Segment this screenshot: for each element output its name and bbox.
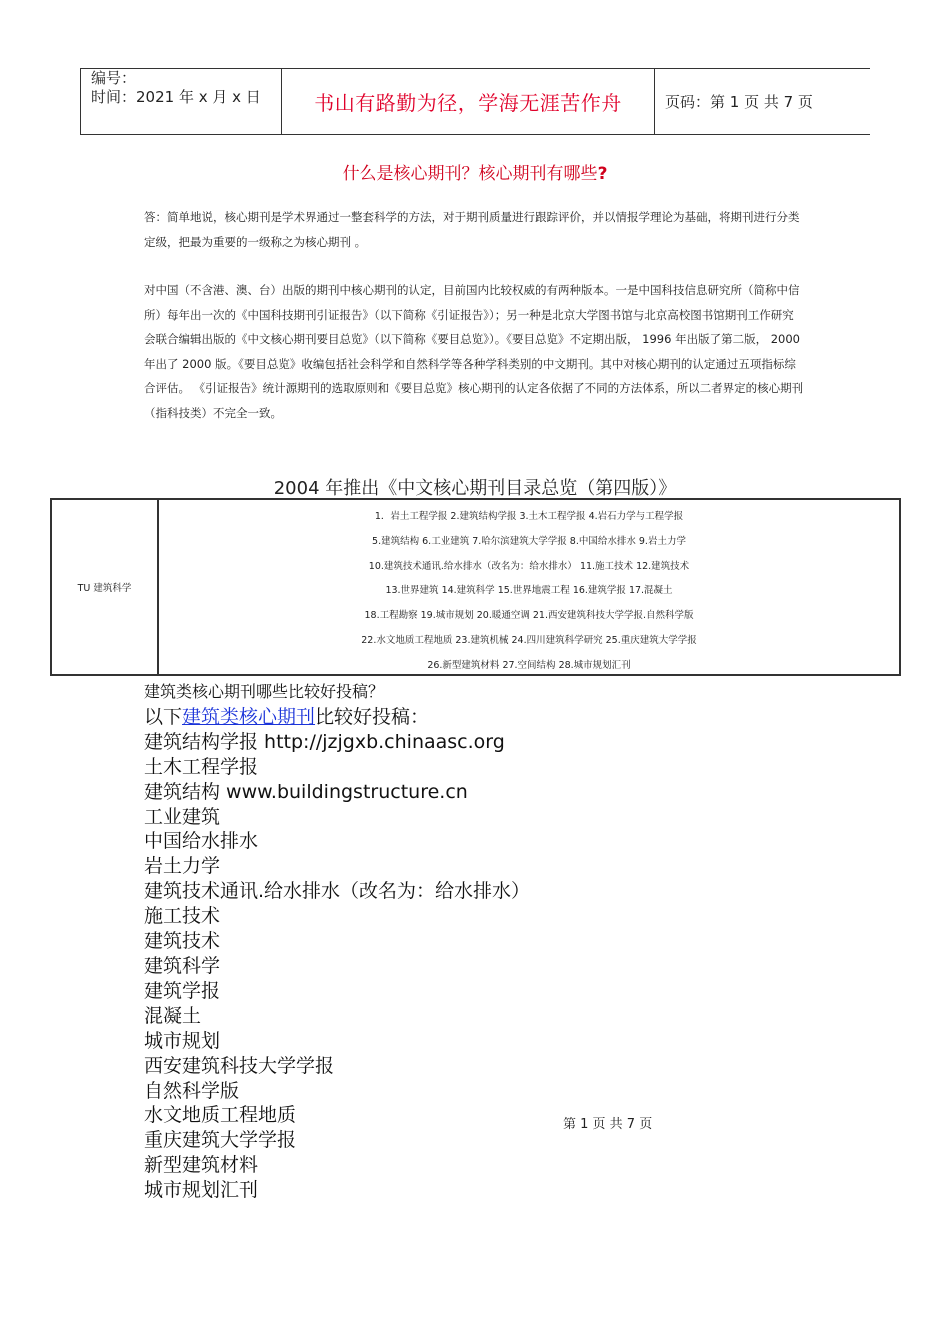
list-item: 工业建筑 [144,805,221,828]
submission-list [144,680,530,1203]
list-item: 中国给水排水 [144,830,259,853]
intro-prefix: 以下 [144,705,183,728]
journal-category-cell [52,500,159,674]
answer-paragraph: 答：简单地说，核心期刊是学术界通过一整套科学的方法，对于期刊质量进行跟踪评价，并以情报学理论为基础，将期刊进行分类定级，把最为重要的一级称之为核心期刊 。 [144,210,800,249]
page-title-mark: ? [597,164,608,184]
list-item: 建筑技术 [144,930,221,953]
journal-line: 22.水文地质工程地质 23.建筑机械 24.四川建筑科学研究 25.重庆建筑大学学报 [361,634,697,646]
list-item: 城市规划 [144,1029,221,1052]
list-item: 混凝土 [144,1004,202,1027]
number-label: 编号： [91,69,137,87]
journal-line: 13.世界建筑 14.建筑科学 15.世界地震工程 16.建筑学报 17.混凝土 [385,585,673,597]
list-item: 建筑结构学报 http://jzjgxb.chinaasc.org [144,730,505,753]
list-item: 水文地质工程地质 [144,1104,297,1127]
header-meta-cell [81,69,282,134]
header-page-code: 页码：第 1 页 共 7 页 [665,93,813,111]
list-item: 土木工程学报 [144,755,259,778]
question-intro [144,705,530,730]
list-item: 自然科学版 [144,1079,240,1102]
list-item: 岩土力学 [144,855,221,878]
header-table [80,68,870,135]
journal-category: TU 建筑科学 [52,500,158,674]
journal-line: 18.工程勘察 19.城市规划 20.暖通空调 21.西安建筑科技大学学报.自然科学版 [364,610,694,622]
question-heading: 建筑类核心期刊哪些比较好投稿？ [144,682,385,701]
time-label: 时间：2021 年 x 月 x 日 [91,88,261,106]
list-item: 西安建筑科技大学学报 [144,1054,335,1077]
list-item: 建筑技术通讯.给水排水（改名为：给水排水） [144,880,531,903]
list-item: 建筑学报 [144,979,221,1002]
intro-suffix: 比较好投稿： [315,705,430,728]
list-item: 建筑结构 www.buildingstructure.cn [144,780,468,803]
list-item: 重庆建筑大学学报 [144,1129,297,1152]
journal-line: 10.建筑技术通讯.给水排水（改名为：给水排水） 11.施工技术 12.建筑技术 [368,560,690,572]
list-item: 新型建筑材料 [144,1154,259,1177]
table-title: 2004 年推出《中文核心期刊目录总览（第四版）》 [273,478,677,499]
list-item: 建筑科学 [144,954,221,977]
list-item: 施工技术 [144,905,221,928]
page-title [0,159,950,184]
journal-list-cell [159,500,899,674]
header-motto: 书山有路勤为径，学海无涯苦作舟 [282,69,655,134]
versions-paragraph: 对中国（不含港、澳、台）出版的期刊中核心期刊的认定，目前国内比较权威的有两种版本。一是中国科技信息研究所（简称中信所）每年出一次的《中国科技期刊引证报告》（以下简称《引证报告》）；另一种是北京大学图书馆与北京高校图书馆期刊工作研究会联合编辑出版的《中文核心期刊要目总览》（以下简称《要目总览》）。《要目总览》不定期出版， 1996 年出版了第二版， 2000 年出了 2000 版。《要目总览》收编包括社会科学和自然科学等各种学科类别的中文期刊。其中对核心期刊的认定通过五项指标综合评估。 《引证报告》统计源期刊的选取原则和《要目总览》核心期刊的认定各依据了不同的方法体系，所以二者界定的核心期刊（指科技类）不完全一致。 [144,283,804,420]
list-item: 城市规划汇刊 [144,1179,259,1202]
journal-line: 26.新型建筑材料 27.空间结构 28.城市规划汇刊 [427,659,631,671]
journal-line: 5.建筑结构 6.工业建筑 7.哈尔滨建筑大学学报 8.中国给水排水 9.岩土力学 [372,535,686,547]
journal-category-link[interactable]: 建筑类核心期刊 [182,705,316,728]
journal-table [50,498,901,676]
journal-line: 1．岩土工程学报 2.建筑结构学报 3.土木工程学报 4.岩石力学与工程学报 [374,511,684,522]
page-footer: 第 1 页 共 7 页 [563,1117,653,1132]
page-title-text: 什么是核心期刊？核心期刊有哪些 [342,164,598,184]
